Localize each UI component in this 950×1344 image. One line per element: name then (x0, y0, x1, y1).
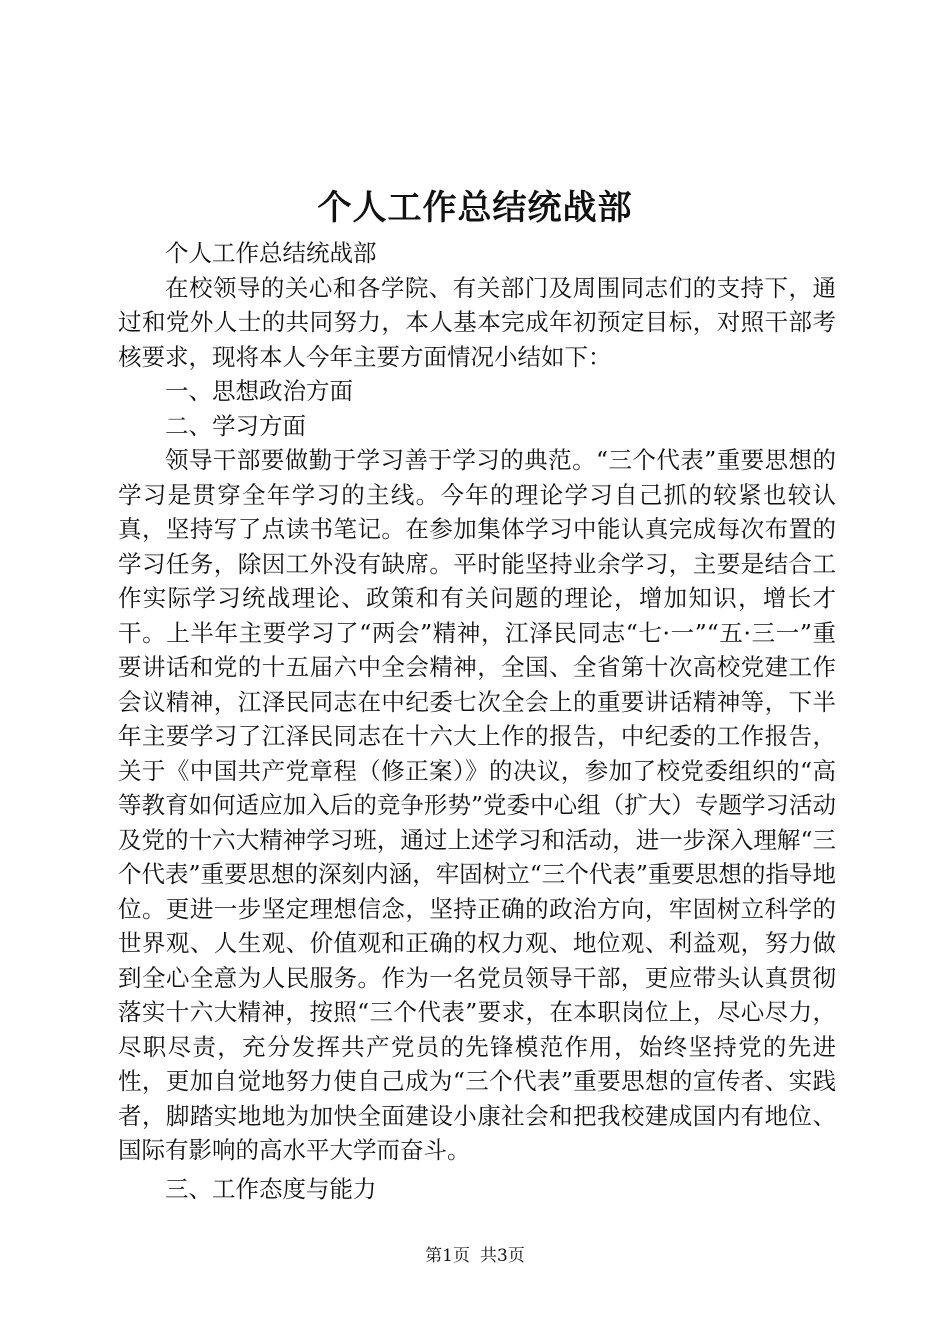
section-heading-work-attitude: 三、工作态度与能力 (165, 1174, 377, 1203)
section-heading-study: 二、学习方面 (165, 411, 306, 440)
section-heading-politics: 一、思想政治方面 (165, 377, 353, 405)
document-body (118, 236, 836, 1206)
paragraph-study: 领导干部要做勤于学习善于学习的典范。“三个代表”重要思想的学习是贯穿全年学习的主线。今年的理论学习自己抓的较紧也较认真，坚持写了点读书笔记。在参加集体学习中能认真完成每次布置的学习任务，除因工外没有缺席。平时能坚持业余学习，主要是结合工作实际学习统战理论、政策和有关问题的理论，增加知识，增长才干。上半年主要学习了“两会”精神，江泽民同志“七·一”“五·三一”重要讲话和党的十五届六中全会精神，全国、全省第十次高校党建工作会议精神，江泽民同志在中纪委七次全会上的重要讲话精神等，下半年主要学习了江泽民同志在十六大上作的报告，中纪委的工作报告，关于《中国共产党章程（修正案）》的决议，参加了校党委组织的“高等教育如何适应加入后的竞争形势”党委中心组（扩大）专题学习活动及党的十六大精神学习班，通过上述学习和活动，进一步深入理解“三个代表”重要思想的深刻内涵，牢固树立“三个代表”重要思想的指导地位。更进一步坚定理想信念，坚持正确的政治方向，牢固树立科学的世界观、人生观、价值观和正确的权力观、地位观、利益观，努力做到全心全意为人民服务。作为一名党员领导干部，更应带头认真贯彻落实十六大精神，按照“三个代表”要求，在本职岗位上，尽心尽力，尽职尽责，充分发挥共产党员的先锋模范作用，始终坚持党的先进性，更加自觉地努力使自己成为“三个代表”重要思想的宣传者、实践者，脚踏实地地为加快全面建设小康社会和把我校建成国内有地位、国际有影响的高水平大学而奋斗。 (118, 446, 836, 1164)
paragraph-intro: 在校领导的关心和各学院、有关部门及周围同志们的支持下，通过和党外人士的共同努力，本人基本完成年初预定目标，对照干部考核要求，现将本人今年主要方面情况小结如下： (118, 273, 836, 371)
document-title: 个人工作总结统战部 (317, 188, 633, 228)
page-number-total: 共3页 (480, 1246, 525, 1266)
page-number-current: 第1页 (425, 1246, 470, 1266)
page-footer (0, 1244, 950, 1268)
paragraph-subtitle: 个人工作总结统战部 (165, 239, 377, 267)
